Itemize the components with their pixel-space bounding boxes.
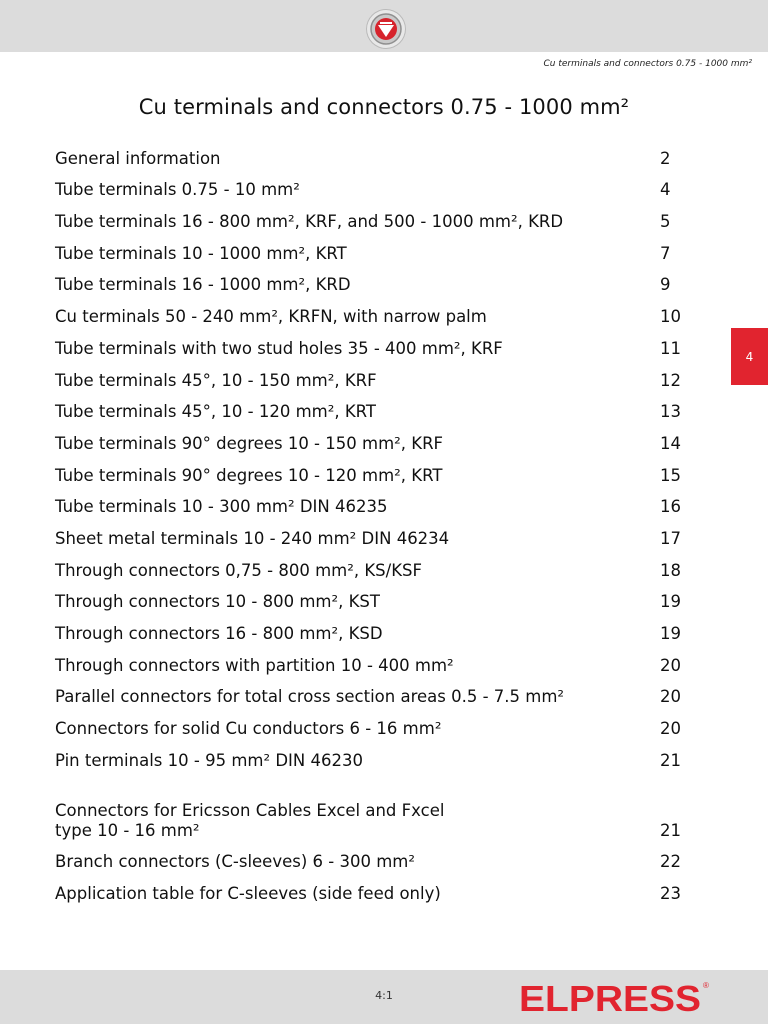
toc-entry-page: 13 [660,402,681,422]
toc-entry-title: Through connectors with partition 10 - 400 mm² [55,655,454,675]
page-title: Cu terminals and connectors 0.75 - 1000 mm² [138,95,630,119]
toc-entry-title: Through connectors 0,75 - 800 mm², KS/KSF [55,560,422,580]
toc-entry-page: 5 [660,212,671,232]
elpress-emblem-icon [366,9,406,49]
table-of-contents [55,137,690,904]
toc-row[interactable] [55,295,690,327]
toc-entry-title: Tube terminals 45°, 10 - 120 mm², KRT [55,402,376,422]
section-tab[interactable]: 4 [731,328,768,385]
toc-row[interactable] [55,137,690,169]
toc-row[interactable] [55,707,690,739]
toc-entry-title: Tube terminals 90° degrees 10 - 150 mm², KRF [55,433,444,453]
toc-entry-title: Tube terminals 10 - 300 mm² DIN 46235 [55,497,388,517]
toc-entry-page: 15 [660,465,681,485]
toc-entry-title: Connectors for Ericsson Cables Excel and Fxcel type 10 - 16 mm² [55,800,445,840]
toc-entry-title: Tube terminals 16 - 800 mm², KRF, and 500 - 1000 mm², KRD [55,212,564,232]
toc-entry-page: 4 [660,180,671,200]
toc-entry-page: 20 [660,655,681,675]
toc-entry-title: Tube terminals with two stud holes 35 - 400 mm², KRF [55,338,503,358]
toc-entry-page: 21 [660,750,681,770]
toc-entry-page: 21 [660,820,681,840]
toc-entry-title: Tube terminals 0.75 - 10 mm² [55,180,300,200]
toc-row[interactable] [55,327,690,359]
page-number: 4:1 [375,989,393,1002]
toc-entry-title: Tube terminals 10 - 1000 mm², KRT [55,243,347,263]
toc-entry-page: 10 [660,307,681,327]
toc-entry-title: Cu terminals 50 - 240 mm², KRFN, with narrow palm [55,307,487,327]
toc-entry-page: 11 [660,338,681,358]
toc-entry-page: 23 [660,884,681,904]
toc-row[interactable] [55,841,690,873]
toc-row[interactable] [55,676,690,708]
toc-entry-page: 19 [660,592,681,612]
toc-row[interactable] [55,200,690,232]
toc-entry-page: 18 [660,560,681,580]
toc-entry-title: Branch connectors (C-sleeves) 6 - 300 mm² [55,852,415,872]
toc-row[interactable] [55,581,690,613]
toc-entry-page: 22 [660,852,681,872]
toc-row[interactable] [55,739,690,771]
toc-row[interactable] [55,872,690,904]
registered-mark: ® [703,981,709,990]
toc-entry-page: 20 [660,687,681,707]
toc-entry-title: Connectors for solid Cu conductors 6 - 16 mm² [55,719,442,739]
toc-entry-page: 14 [660,433,681,453]
toc-row[interactable] [55,612,690,644]
toc-entry-page: 2 [660,148,671,168]
toc-entry-title: Pin terminals 10 - 95 mm² DIN 46230 [55,750,363,770]
toc-row[interactable] [55,169,690,201]
brand-name: ELPRESS [519,980,701,1016]
toc-row[interactable] [55,781,690,841]
toc-row[interactable] [55,422,690,454]
toc-row[interactable] [55,232,690,264]
elpress-logo [519,980,711,1016]
toc-entry-title: Sheet metal terminals 10 - 240 mm² DIN 46234 [55,528,450,548]
toc-row[interactable] [55,486,690,518]
toc-row[interactable] [55,549,690,581]
toc-row[interactable] [55,517,690,549]
toc-entry-page: 9 [660,275,671,295]
toc-entry-title: Through connectors 16 - 800 mm², KSD [55,624,383,643]
toc-entry-page: 17 [660,528,681,548]
running-head: Cu terminals and connectors 0.75 - 1000 mm² [543,59,752,69]
toc-row[interactable] [55,391,690,423]
toc-entry-title: Tube terminals 45°, 10 - 150 mm², KRF [55,370,377,390]
toc-entry-title: Tube terminals 16 - 1000 mm², KRD [55,275,351,295]
toc-entry-title: Through connectors 10 - 800 mm², KST [55,592,380,612]
toc-entry-title: Application table for C-sleeves (side feed only) [55,884,441,904]
toc-row[interactable] [55,644,690,676]
toc-entry-page: 12 [660,370,681,390]
toc-entry-page: 16 [660,497,681,517]
toc-row[interactable] [55,264,690,296]
toc-entry-title: Tube terminals 90° degrees 10 - 120 mm², KRT [55,465,443,485]
toc-entry-title: Parallel connectors for total cross section areas 0.5 - 7.5 mm² [55,687,565,707]
toc-entry-page: 7 [660,243,671,263]
toc-entry-title: General information [55,148,221,168]
toc-entry-page: 20 [660,719,681,739]
toc-row[interactable] [55,454,690,486]
toc-entry-page: 19 [660,624,681,643]
toc-row[interactable] [55,359,690,391]
